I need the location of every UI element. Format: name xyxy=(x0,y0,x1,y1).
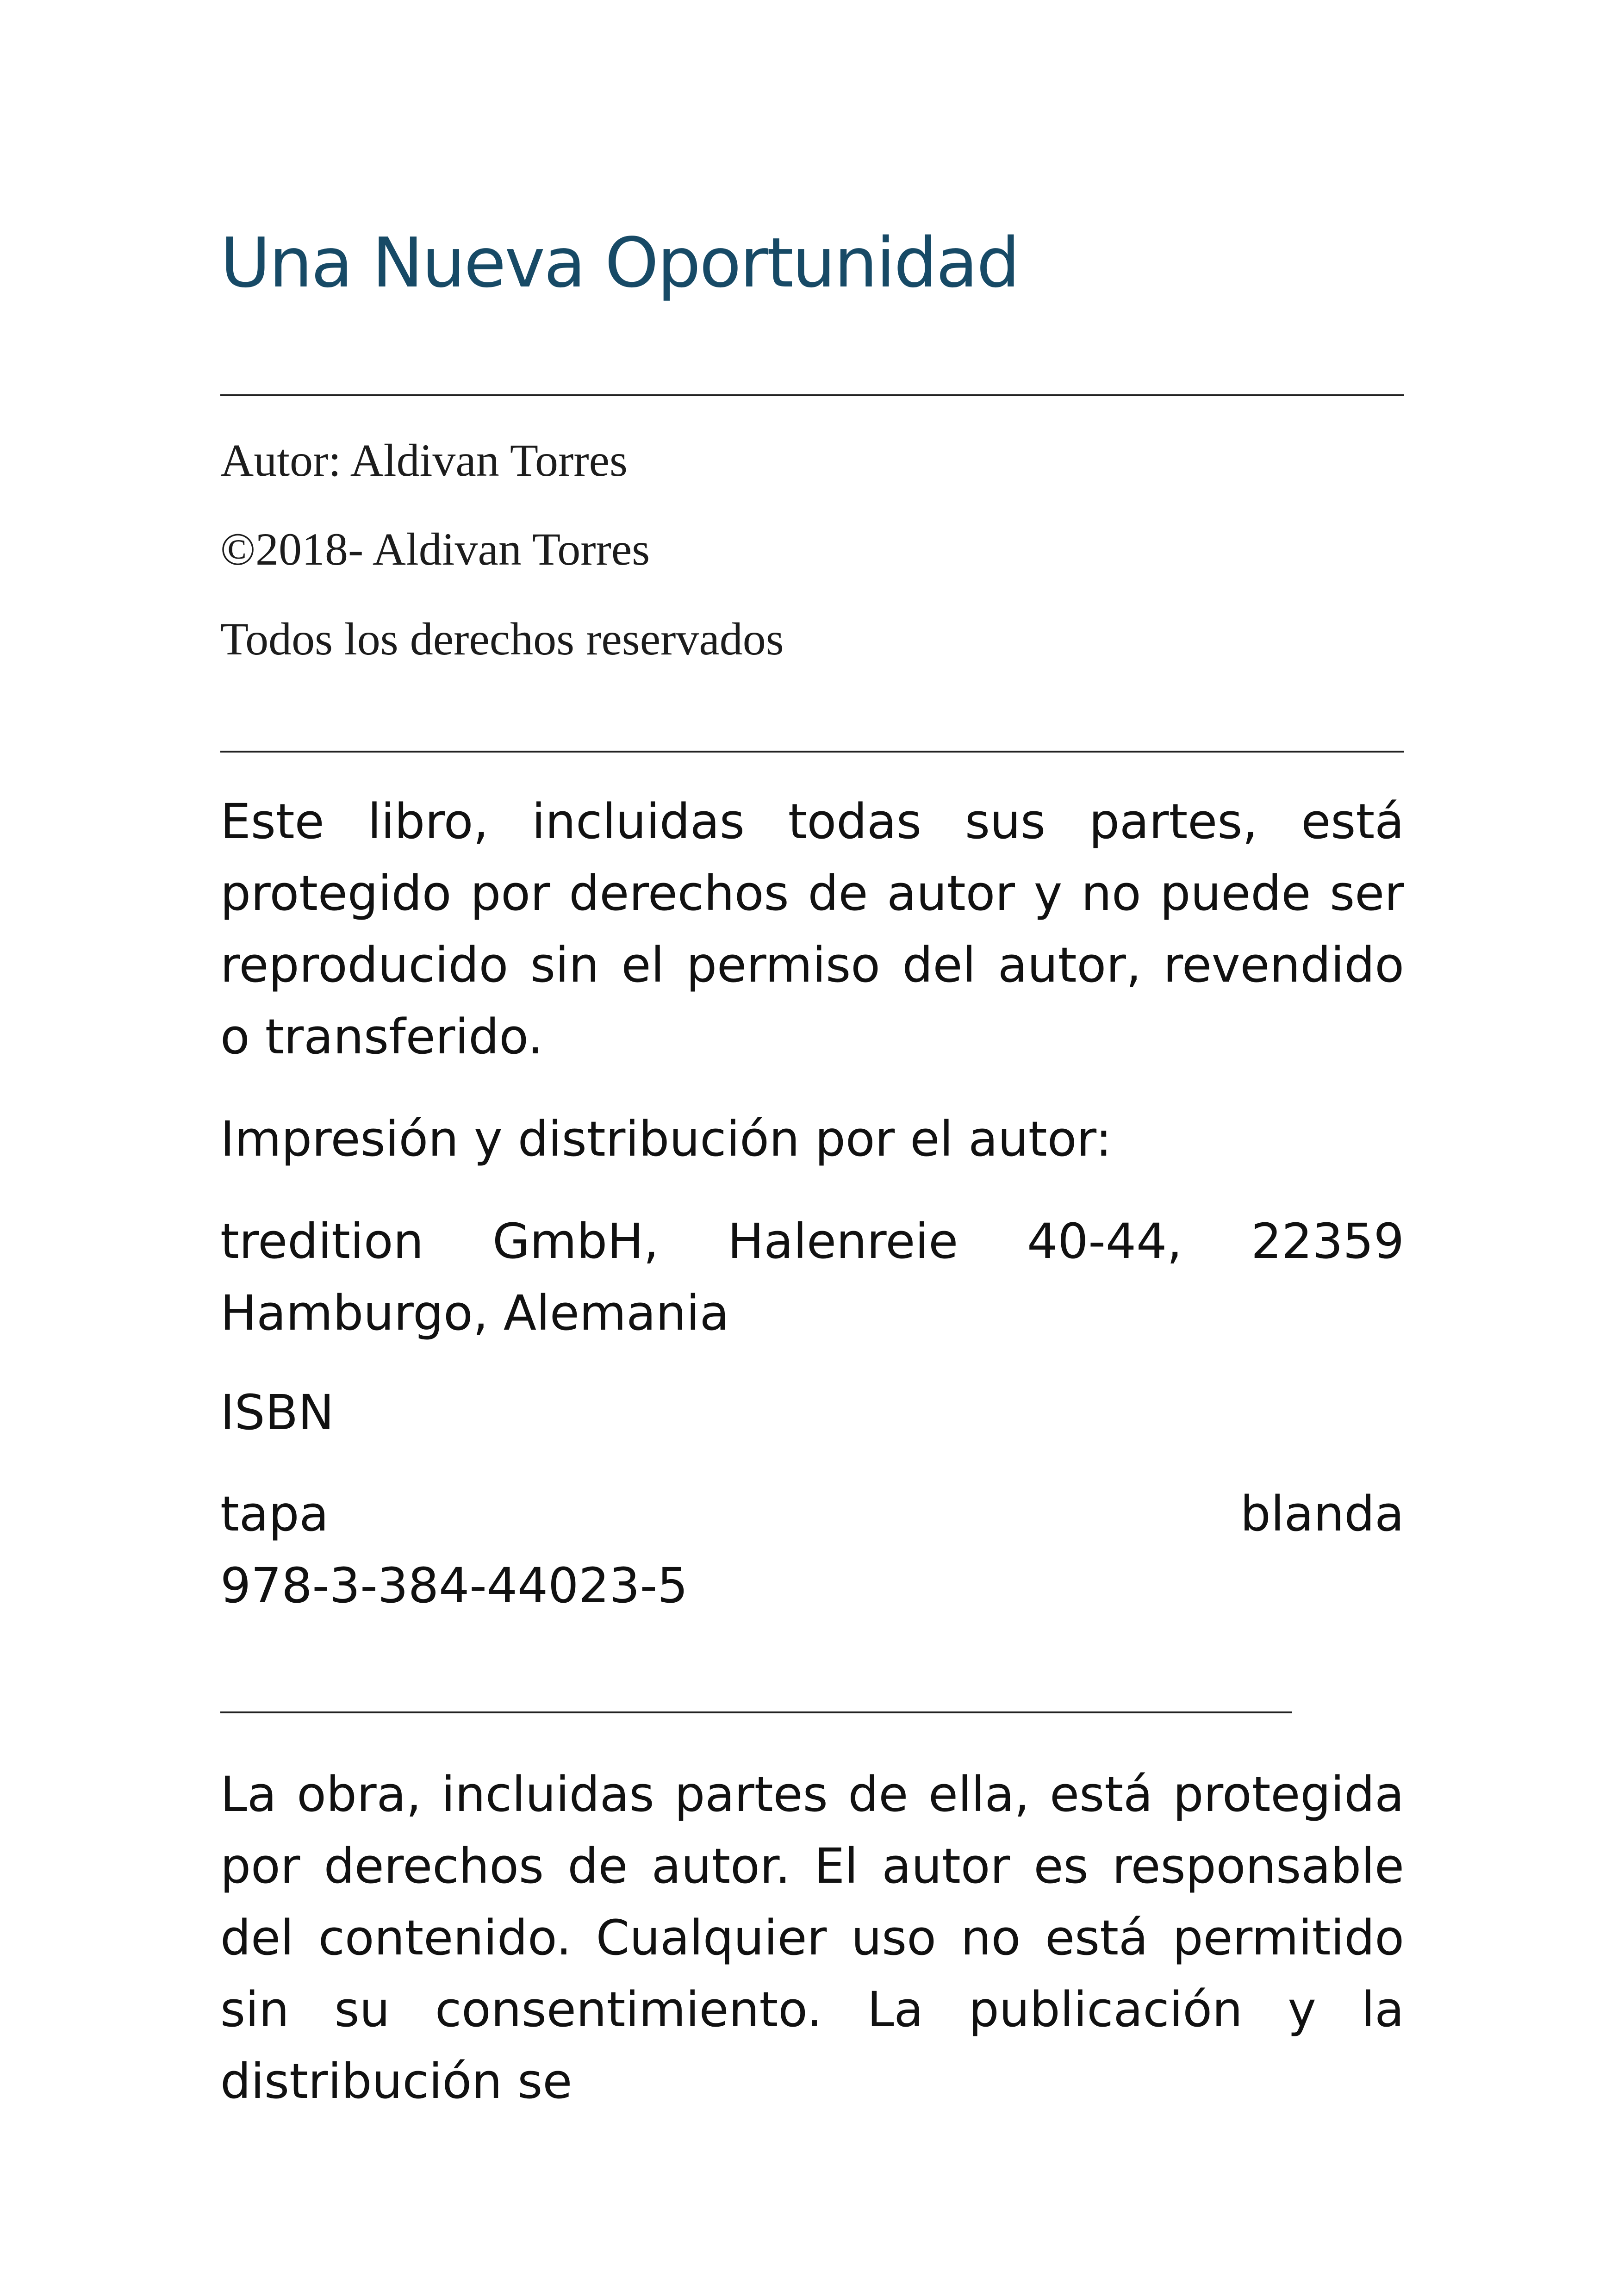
printing-distribution-line: Impresión y distribución por el autor: xyxy=(220,1111,1112,1167)
copyright-notice-paragraph: Este libro, incluidas todas sus partes, está protegido por derechos de autor y no puede ser reproducido sin el permiso del autor, revendido o transferido. xyxy=(220,793,1404,1065)
isbn-label: ISBN xyxy=(220,1384,334,1441)
isbn-number: 978-3-384-44023-5 xyxy=(220,1557,688,1614)
author-line: Autor: Aldivan Torres xyxy=(220,435,628,486)
publisher-address: tredition GmbH, Halenreie 40-44, 22359 Hamburgo, Alemania xyxy=(220,1213,1404,1341)
isbn-entry xyxy=(220,1478,1404,1622)
document-title: Una Nueva Oportunidad xyxy=(220,223,1019,303)
copyright-line: ©2018- Aldivan Torres xyxy=(220,523,650,575)
binding-label: tapa xyxy=(220,1486,329,1542)
binding-value: blanda xyxy=(1240,1486,1404,1542)
work-notice-paragraph: La obra, incluidas partes de ella, está protegida por derechos de autor. El autor es responsable del contenido. Cualquier uso no está permitido sin su consentimiento. La publicación y la distribución se xyxy=(220,1766,1404,2109)
divider-line xyxy=(220,751,1404,753)
divider-line xyxy=(220,1711,1292,1713)
binding-row xyxy=(220,1478,1404,1550)
divider-line xyxy=(220,394,1404,396)
rights-reserved-line: Todos los derechos reservados xyxy=(220,613,784,665)
